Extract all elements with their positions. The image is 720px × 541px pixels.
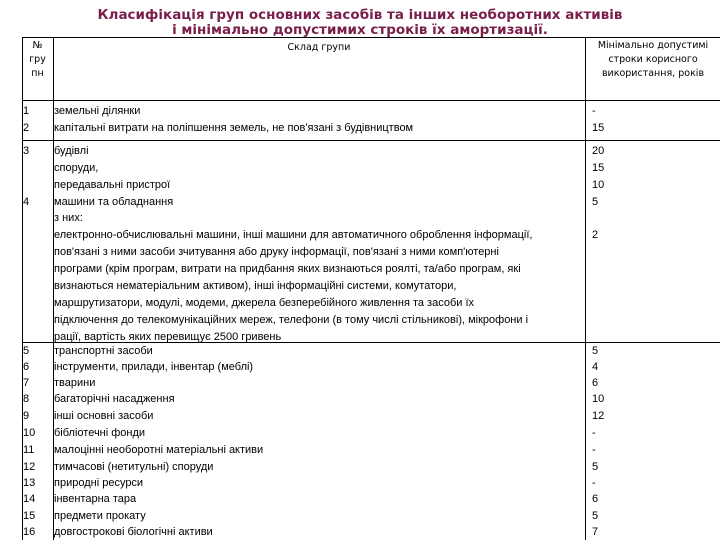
header-min-term: Мінімально допустимі строки корисного використання, років (597, 40, 709, 79)
computers-description: електронно-обчислювальні машини, інші машини для автоматичного оброблення інформації, пов'язані з ними засоби зчитування або друку інформації, пов'язані з ними комп'ютерні програми (крім програм, витрати на придбання яких визнаються роялті, та/або програм, які визнаються нематеріальним активом), інші інформаційні системи, комутатори, маршрутизатори, модулі, модеми, джерела безперебійного живлення та засоби їх підключення до телекомунікаційних мереж, телефони (в тому числі стільникові), мікрофони і рації, вартість яких перевищує 2500 гривень (54, 229, 533, 343)
header-group-composition: Склад групи (287, 42, 351, 53)
grid-line (22, 100, 720, 101)
grid-line (22, 37, 720, 38)
table-row: 12 тимчасові (нетитульні) споруди 5 (23, 461, 599, 473)
header-number: № гру пн (29, 40, 46, 79)
table-row: 7 тварини 6 (23, 377, 599, 389)
table-row: 3 будівлі 20 (23, 145, 605, 157)
grid-line (22, 140, 720, 141)
computers-term-row: 2 (592, 229, 599, 241)
table-row: 13 природні ресурси - (23, 477, 596, 489)
table-row: 4 машини та обладнання 5 (23, 196, 599, 208)
table-row: 2 капітальні витрати на поліпшення земель, не пов'язані з будівництвом 15 (23, 122, 605, 134)
table-row: 9 інші основні засоби 12 (23, 410, 605, 422)
document-title (0, 8, 720, 38)
table-row: 1 земельні ділянки - (23, 105, 596, 117)
table-row: 8 багаторічні насадження 10 (23, 393, 605, 405)
table-row: 11 малоцінні необоротні матеріальні активи - (23, 444, 596, 456)
table-row: 6 інструменти, прилади, інвентар (меблі) 4 (23, 361, 599, 373)
table-row: 10 бібліотечні фонди - (23, 427, 596, 439)
table-row: 5 транспортні засоби 5 (23, 345, 599, 357)
title-line-1: Класифікація груп основних засобів та інших необоротних активів (97, 7, 623, 23)
table-row: 16 довгострокові біологічні активи 7 (23, 526, 599, 538)
table-row: передавальні пристрої 10 (54, 179, 605, 191)
table-row: з них: (54, 212, 83, 224)
table-row: 15 предмети прокату 5 (23, 510, 599, 522)
title-line-2: і мінімально допустимих строків їх амортизації. (172, 22, 548, 38)
table-row: 14 інвентарна тара 6 (23, 493, 599, 505)
table-row: споруди, 15 (54, 162, 605, 174)
